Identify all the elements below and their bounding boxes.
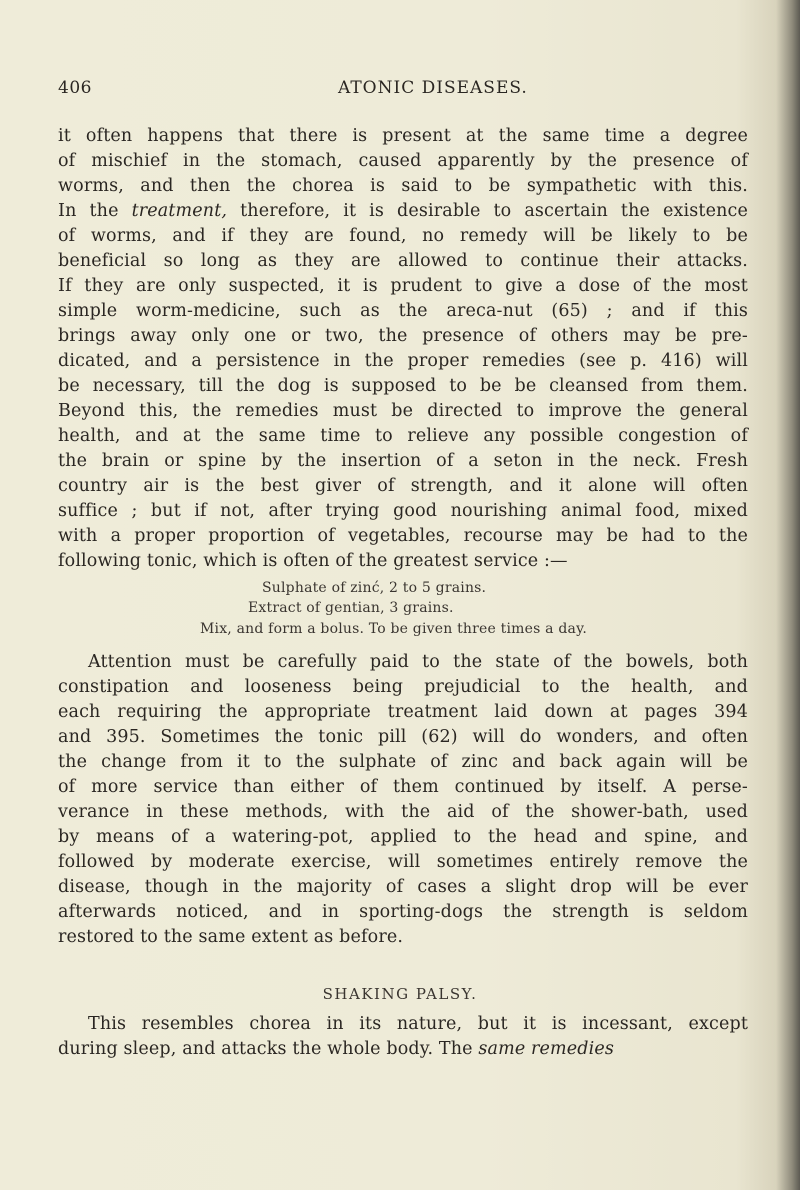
page-header (0, 78, 800, 104)
body-line: dicated, and a persistence in the proper remedies (see p. 416) will (58, 351, 748, 371)
body-line: simple worm-medicine, such as the areca-nut (65) ; and if this (58, 301, 748, 321)
italic-text: same remedies (478, 1039, 615, 1059)
body-line: following tonic, which is often of the greatest service :— (58, 551, 568, 571)
recipe-line: Mix, and form a bolus. To be given three times a day. (200, 621, 587, 637)
body-line: and 395. Sometimes the tonic pill (62) will do wonders, and often (58, 727, 748, 747)
body-line-same-remedies (58, 1037, 748, 1062)
body-line: Beyond this, the remedies must be directed to improve the general (58, 401, 748, 421)
body-line: beneficial so long as they are allowed to continue their attacks. (58, 251, 748, 271)
body-line: This resembles chorea in its nature, but it is incessant, except (88, 1014, 748, 1034)
body-line: Attention must be carefully paid to the state of the bowels, both (88, 652, 748, 672)
body-line: health, and at the same time to relieve any possible congestion of (58, 426, 748, 446)
body-line: verance in these methods, with the aid of the shower-bath, used (58, 802, 748, 822)
body-line: of worms, and if they are found, no remedy will be likely to be (58, 226, 748, 246)
body-line: each requiring the appropriate treatment laid down at pages 394 (58, 702, 748, 722)
body-line: followed by moderate exercise, will sometimes entirely remove the (58, 852, 748, 872)
body-line: by means of a watering-pot, applied to the head and spine, and (58, 827, 748, 847)
body-text: during sleep, and attacks the whole body. The (58, 1039, 479, 1059)
body-line: suffice ; but if not, after trying good nourishing animal food, mixed (58, 501, 748, 521)
recipe-line: Extract of gentian, 3 grains. (248, 600, 454, 616)
section-heading: SHAKING PALSY. (322, 985, 478, 1003)
running-head: ATONIC DISEASES. (338, 78, 528, 98)
recipe-line: Sulphate of zinć, 2 to 5 grains. (262, 580, 487, 596)
body-line: disease, though in the majority of cases a slight drop will be ever (58, 877, 748, 897)
body-line: country air is the best giver of strength, and it alone will often (58, 476, 748, 496)
body-line: of more service than either of them continued by itself. A perse- (58, 777, 748, 797)
italic-text: treatment, (131, 201, 228, 221)
body-text: In the (58, 201, 132, 221)
body-line: it often happens that there is present at the same time a degree (58, 126, 748, 146)
body-line: of mischief in the stomach, caused apparently by the presence of (58, 151, 748, 171)
body-line: worms, and then the chorea is said to be sympathetic with this. (58, 176, 748, 196)
body-line: the change from it to the sulphate of zinc and back again will be (58, 752, 748, 772)
body-line: afterwards noticed, and in sporting-dogs the strength is seldom (58, 902, 748, 922)
body-line: the brain or spine by the insertion of a seton in the neck. Fresh (58, 451, 748, 471)
body-line: constipation and looseness being prejudicial to the health, and (58, 677, 748, 697)
body-line: brings away only one or two, the presence of others may be pre- (58, 326, 748, 346)
body-line: with a proper proportion of vegetables, recourse may be had to the (58, 526, 748, 546)
body-text: therefore, it is desirable to ascertain the existence (227, 201, 748, 221)
page-number: 406 (58, 78, 92, 98)
body-line: If they are only suspected, it is prudent to give a dose of the most (58, 276, 748, 296)
body-line: be necessary, till the dog is supposed to be be cleansed from them. (58, 376, 748, 396)
body-line-treatment (58, 199, 748, 224)
body-line: restored to the same extent as before. (58, 927, 404, 947)
